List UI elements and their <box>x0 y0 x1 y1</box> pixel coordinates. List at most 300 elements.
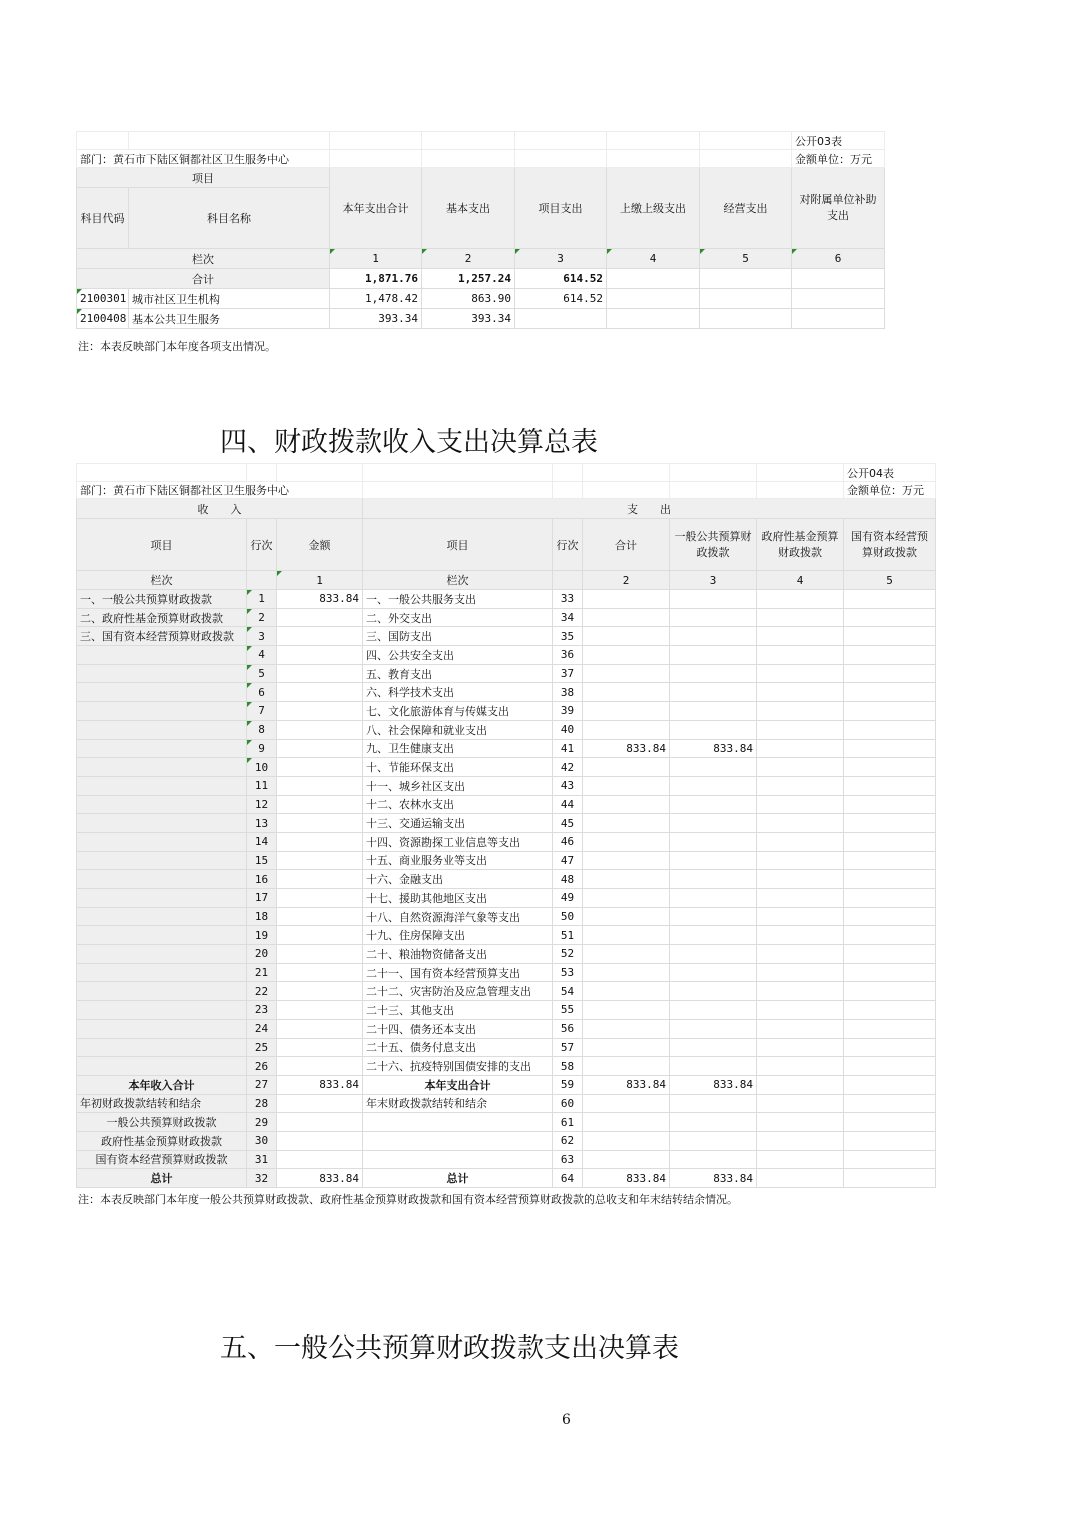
income-item <box>77 870 247 889</box>
income-line: 23 <box>247 1001 277 1020</box>
expense-general: 833.84 <box>670 739 757 758</box>
income-item: 年初财政拨款结转和结余 <box>77 1094 247 1113</box>
expense-general <box>670 795 757 814</box>
unit-label: 金额单位：万元 <box>792 150 885 168</box>
expense-total <box>583 1094 670 1113</box>
expense-item: 十、节能环保支出 <box>363 758 553 777</box>
value-cell: 393.34 <box>330 309 422 329</box>
subject-name: 城市社区卫生机构 <box>129 289 330 309</box>
table-code: 公开04表 <box>844 464 936 482</box>
expense-total <box>583 889 670 908</box>
income-line: 31 <box>247 1150 277 1169</box>
income-amount <box>277 664 363 683</box>
income-line: 6 <box>247 683 277 702</box>
expense-item: 十七、援助其他地区支出 <box>363 889 553 908</box>
table-row <box>77 1057 936 1076</box>
expense-item <box>363 1131 553 1150</box>
income-line: 27 <box>247 1075 277 1094</box>
expense-fund <box>757 926 844 945</box>
income-amount <box>277 851 363 870</box>
expense-line: 62 <box>553 1131 583 1150</box>
expense-state <box>844 1169 936 1188</box>
expense-general <box>670 945 757 964</box>
income-amount <box>277 832 363 851</box>
table-row <box>77 627 936 646</box>
expense-line: 39 <box>553 702 583 721</box>
income-amount <box>277 646 363 665</box>
expense-general <box>670 1001 757 1020</box>
table-row <box>77 889 936 908</box>
expense-state <box>844 758 936 777</box>
expense-item: 二十六、抗疫特别国债安排的支出 <box>363 1057 553 1076</box>
expense-fund <box>757 1150 844 1169</box>
expense-line: 36 <box>553 646 583 665</box>
expense-fund <box>757 1075 844 1094</box>
expense-total <box>583 1038 670 1057</box>
income-line: 5 <box>247 664 277 683</box>
subject-name: 基本公共卫生服务 <box>129 309 330 329</box>
expense-item: 十一、城乡社区支出 <box>363 776 553 795</box>
income-item: 三、国有资本经营预算财政拨款 <box>77 627 247 646</box>
col-header: 上缴上级支出 <box>607 168 700 249</box>
col-header: 金额 <box>277 519 363 571</box>
expense-header: 支 出 <box>363 499 936 519</box>
expense-fund <box>757 758 844 777</box>
income-amount <box>277 963 363 982</box>
income-amount: 833.84 <box>277 1169 363 1188</box>
expense-line: 51 <box>553 926 583 945</box>
income-line: 15 <box>247 851 277 870</box>
expense-line: 55 <box>553 1001 583 1020</box>
col-header: 基本支出 <box>422 168 515 249</box>
table-row <box>77 814 936 833</box>
income-amount <box>277 1131 363 1150</box>
col-header: 项目 <box>77 519 247 571</box>
table-row <box>77 851 936 870</box>
income-amount <box>277 926 363 945</box>
expense-item: 四、公共安全支出 <box>363 646 553 665</box>
income-line: 11 <box>247 776 277 795</box>
expense-item: 十二、农林水支出 <box>363 795 553 814</box>
expense-item: 年末财政拨款结转和结余 <box>363 1094 553 1113</box>
page-number: 6 <box>562 1412 571 1428</box>
expense-line: 38 <box>553 683 583 702</box>
income-line: 3 <box>247 627 277 646</box>
expense-state <box>844 646 936 665</box>
table-row <box>77 646 936 665</box>
table-row <box>77 926 936 945</box>
expense-state <box>844 590 936 609</box>
expense-state <box>844 608 936 627</box>
expense-total <box>583 851 670 870</box>
total-cell <box>792 269 885 289</box>
table-row <box>77 870 936 889</box>
department-label: 部门：黄石市下陆区铜都社区卫生服务中心 <box>77 482 363 499</box>
expense-total <box>583 1150 670 1169</box>
expense-fund <box>757 982 844 1001</box>
expense-total <box>583 870 670 889</box>
expense-general <box>670 870 757 889</box>
income-item <box>77 945 247 964</box>
expense-general: 833.84 <box>670 1075 757 1094</box>
table-row <box>77 590 936 609</box>
expense-total <box>583 1131 670 1150</box>
value-cell <box>792 289 885 309</box>
expense-total <box>583 627 670 646</box>
expense-general <box>670 776 757 795</box>
expense-total <box>583 683 670 702</box>
expense-general <box>670 814 757 833</box>
expense-general <box>670 963 757 982</box>
expense-item: 六、科学技术支出 <box>363 683 553 702</box>
expense-total <box>583 814 670 833</box>
total-cell <box>607 269 700 289</box>
expense-item: 九、卫生健康支出 <box>363 739 553 758</box>
income-line: 32 <box>247 1169 277 1188</box>
income-line: 21 <box>247 963 277 982</box>
income-line: 20 <box>247 945 277 964</box>
expense-state <box>844 683 936 702</box>
expense-item: 十四、资源勘探工业信息等支出 <box>363 832 553 851</box>
expense-line: 58 <box>553 1057 583 1076</box>
table-row <box>77 1094 936 1113</box>
income-item <box>77 758 247 777</box>
expense-item: 三、国防支出 <box>363 627 553 646</box>
income-item <box>77 1057 247 1076</box>
table-row <box>77 1019 936 1038</box>
expense-general <box>670 926 757 945</box>
income-item <box>77 832 247 851</box>
expense-fund <box>757 683 844 702</box>
expense-item <box>363 1150 553 1169</box>
expense-state <box>844 1150 936 1169</box>
income-item <box>77 907 247 926</box>
income-item <box>77 683 247 702</box>
expense-total <box>583 664 670 683</box>
income-item <box>77 851 247 870</box>
expense-fund <box>757 1131 844 1150</box>
income-item: 本年收入合计 <box>77 1075 247 1094</box>
expense-state <box>844 1038 936 1057</box>
expense-line: 37 <box>553 664 583 683</box>
expense-total <box>583 832 670 851</box>
expense-state <box>844 795 936 814</box>
table-row <box>77 309 885 329</box>
expense-state <box>844 664 936 683</box>
expense-state <box>844 889 936 908</box>
col-header: 合计 <box>583 519 670 571</box>
income-amount <box>277 889 363 908</box>
income-header: 收 入 <box>77 499 363 519</box>
income-line: 26 <box>247 1057 277 1076</box>
income-amount <box>277 758 363 777</box>
expense-general <box>670 1019 757 1038</box>
income-amount <box>277 776 363 795</box>
expense-general <box>670 590 757 609</box>
expense-total <box>583 926 670 945</box>
expense-state <box>844 1075 936 1094</box>
income-item: 总计 <box>77 1169 247 1188</box>
expense-fund <box>757 1057 844 1076</box>
table-row <box>77 776 936 795</box>
expense-state <box>844 1113 936 1132</box>
table-03-note: 注：本表反映部门本年度各项支出情况。 <box>78 340 276 353</box>
expense-item: 十五、商业服务业等支出 <box>363 851 553 870</box>
expense-item: 二十二、灾害防治及应急管理支出 <box>363 982 553 1001</box>
expense-item: 十九、住房保障支出 <box>363 926 553 945</box>
expense-line: 34 <box>553 608 583 627</box>
income-line: 13 <box>247 814 277 833</box>
income-item <box>77 1001 247 1020</box>
expense-state <box>844 1001 936 1020</box>
expense-general <box>670 907 757 926</box>
income-item <box>77 926 247 945</box>
table-row <box>77 963 936 982</box>
income-amount <box>277 795 363 814</box>
income-amount <box>277 1001 363 1020</box>
income-line: 1 <box>247 590 277 609</box>
expense-fund <box>757 720 844 739</box>
expense-general <box>670 627 757 646</box>
expense-line: 35 <box>553 627 583 646</box>
expense-general <box>670 608 757 627</box>
expense-line: 60 <box>553 1094 583 1113</box>
income-line: 10 <box>247 758 277 777</box>
income-item <box>77 646 247 665</box>
expense-fund <box>757 590 844 609</box>
expense-item: 二十、粮油物资储备支出 <box>363 945 553 964</box>
expense-line: 40 <box>553 720 583 739</box>
income-amount <box>277 814 363 833</box>
expense-total <box>583 590 670 609</box>
value-cell: 614.52 <box>515 289 607 309</box>
total-cell <box>700 269 792 289</box>
income-amount <box>277 702 363 721</box>
lanci-number: 3 <box>515 249 607 269</box>
item-header: 项目 <box>77 168 330 188</box>
income-line: 2 <box>247 608 277 627</box>
expense-item: 二、外交支出 <box>363 608 553 627</box>
expense-line: 64 <box>553 1169 583 1188</box>
expense-fund <box>757 889 844 908</box>
expense-fund <box>757 664 844 683</box>
expense-general <box>670 664 757 683</box>
income-line: 28 <box>247 1094 277 1113</box>
total-row <box>77 269 885 289</box>
lanci-number: 5 <box>844 571 936 590</box>
lanci-label: 栏次 <box>363 571 553 590</box>
expense-line: 57 <box>553 1038 583 1057</box>
income-line: 30 <box>247 1131 277 1150</box>
income-amount <box>277 1038 363 1057</box>
expense-line: 49 <box>553 889 583 908</box>
expense-line: 50 <box>553 907 583 926</box>
total-cell: 1,871.76 <box>330 269 422 289</box>
table-04 <box>76 463 936 1188</box>
expense-line: 48 <box>553 870 583 889</box>
col-header: 政府性基金预算财政拨款 <box>757 519 844 571</box>
expense-item: 一、一般公共服务支出 <box>363 590 553 609</box>
expense-general <box>670 982 757 1001</box>
lanci-number: 4 <box>607 249 700 269</box>
expense-fund <box>757 1019 844 1038</box>
table-row <box>77 795 936 814</box>
expense-total <box>583 720 670 739</box>
expense-state <box>844 926 936 945</box>
unit-label: 金额单位：万元 <box>844 482 936 499</box>
income-amount <box>277 945 363 964</box>
expense-line: 46 <box>553 832 583 851</box>
income-item <box>77 963 247 982</box>
expense-total <box>583 702 670 721</box>
subject-code-header: 科目代码 <box>77 188 129 249</box>
expense-fund <box>757 608 844 627</box>
expense-state <box>844 776 936 795</box>
expense-fund <box>757 851 844 870</box>
expense-total <box>583 907 670 926</box>
expense-fund <box>757 627 844 646</box>
expense-state <box>844 982 936 1001</box>
col-header: 经营支出 <box>700 168 792 249</box>
expense-line: 63 <box>553 1150 583 1169</box>
expense-item: 八、社会保障和就业支出 <box>363 720 553 739</box>
income-item <box>77 982 247 1001</box>
income-line: 25 <box>247 1038 277 1057</box>
expense-item: 二十五、债务付息支出 <box>363 1038 553 1057</box>
lanci-number: 3 <box>670 571 757 590</box>
expense-total <box>583 776 670 795</box>
table-03 <box>76 131 885 329</box>
income-amount <box>277 608 363 627</box>
income-amount: 833.84 <box>277 590 363 609</box>
lanci-number: 2 <box>583 571 670 590</box>
expense-fund <box>757 907 844 926</box>
expense-total <box>583 608 670 627</box>
income-item: 一般公共预算财政拨款 <box>77 1113 247 1132</box>
income-line: 18 <box>247 907 277 926</box>
expense-general <box>670 889 757 908</box>
expense-general <box>670 1057 757 1076</box>
value-cell <box>792 309 885 329</box>
expense-fund <box>757 1113 844 1132</box>
value-cell <box>515 309 607 329</box>
expense-fund <box>757 814 844 833</box>
lanci-number: 1 <box>277 571 363 590</box>
total-label: 合计 <box>77 269 330 289</box>
income-line: 16 <box>247 870 277 889</box>
total-cell: 614.52 <box>515 269 607 289</box>
lanci-number: 5 <box>700 249 792 269</box>
total-cell: 1,257.24 <box>422 269 515 289</box>
income-amount <box>277 720 363 739</box>
income-amount <box>277 1113 363 1132</box>
income-item <box>77 664 247 683</box>
income-line: 7 <box>247 702 277 721</box>
income-amount <box>277 627 363 646</box>
income-line: 9 <box>247 739 277 758</box>
income-item: 二、政府性基金预算财政拨款 <box>77 608 247 627</box>
table-row <box>77 1038 936 1057</box>
expense-state <box>844 870 936 889</box>
expense-fund <box>757 739 844 758</box>
expense-total <box>583 963 670 982</box>
expense-state <box>844 739 936 758</box>
income-line: 14 <box>247 832 277 851</box>
table-row <box>77 1131 936 1150</box>
expense-item: 十三、交通运输支出 <box>363 814 553 833</box>
table-row <box>77 702 936 721</box>
expense-item: 七、文化旅游体育与传媒支出 <box>363 702 553 721</box>
income-line: 12 <box>247 795 277 814</box>
expense-total <box>583 1019 670 1038</box>
expense-general: 833.84 <box>670 1169 757 1188</box>
expense-item: 十八、自然资源海洋气象等支出 <box>363 907 553 926</box>
income-line: 19 <box>247 926 277 945</box>
expense-general <box>670 758 757 777</box>
income-item: 政府性基金预算财政拨款 <box>77 1131 247 1150</box>
value-cell <box>607 289 700 309</box>
table-row <box>77 982 936 1001</box>
lanci-label: 栏次 <box>77 249 330 269</box>
expense-fund <box>757 1094 844 1113</box>
expense-general <box>670 702 757 721</box>
expense-item: 二十三、其他支出 <box>363 1001 553 1020</box>
table-row <box>77 1075 936 1094</box>
expense-line: 47 <box>553 851 583 870</box>
expense-general <box>670 646 757 665</box>
expense-general <box>670 1038 757 1057</box>
expense-state <box>844 1019 936 1038</box>
lanci-number: 6 <box>792 249 885 269</box>
value-cell: 1,478.42 <box>330 289 422 309</box>
income-item <box>77 814 247 833</box>
expense-state <box>844 1057 936 1076</box>
income-item <box>77 776 247 795</box>
expense-general <box>670 1131 757 1150</box>
income-amount <box>277 870 363 889</box>
expense-item <box>363 1113 553 1132</box>
value-cell <box>700 309 792 329</box>
income-amount <box>277 1094 363 1113</box>
expense-general <box>670 1150 757 1169</box>
table-row <box>77 907 936 926</box>
table-row <box>77 832 936 851</box>
value-cell: 393.34 <box>422 309 515 329</box>
expense-state <box>844 814 936 833</box>
lanci-number: 4 <box>757 571 844 590</box>
income-item <box>77 702 247 721</box>
expense-general <box>670 720 757 739</box>
expense-fund <box>757 1038 844 1057</box>
value-cell: 863.90 <box>422 289 515 309</box>
income-item <box>77 795 247 814</box>
income-item <box>77 1019 247 1038</box>
table-row <box>77 758 936 777</box>
expense-line: 52 <box>553 945 583 964</box>
income-item: 一、一般公共预算财政拨款 <box>77 590 247 609</box>
expense-general <box>670 1094 757 1113</box>
expense-line: 59 <box>553 1075 583 1094</box>
expense-fund <box>757 776 844 795</box>
expense-total: 833.84 <box>583 1169 670 1188</box>
expense-state <box>844 720 936 739</box>
expense-line: 44 <box>553 795 583 814</box>
income-amount <box>277 907 363 926</box>
expense-general <box>670 851 757 870</box>
expense-general <box>670 832 757 851</box>
table-row <box>77 945 936 964</box>
expense-total: 833.84 <box>583 1075 670 1094</box>
